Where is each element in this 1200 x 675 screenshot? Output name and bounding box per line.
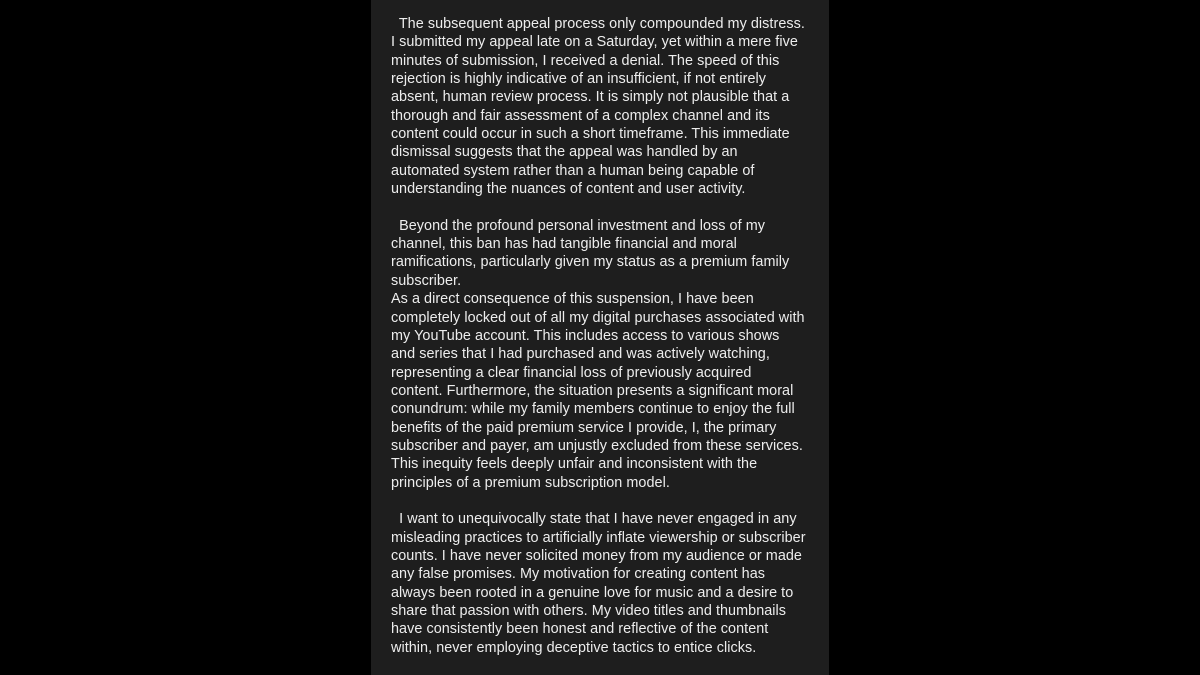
text-line: any false promises. My motivation for creating content has: [391, 566, 766, 583]
paragraph-3: [391, 510, 823, 657]
text-line: conundrum: while my family members continue to enjoy the full: [391, 401, 795, 418]
text-line: completely locked out of all my digital purchases associated with: [391, 309, 805, 326]
text-line: understanding the nuances of content and user activity.: [391, 181, 746, 198]
text-line: thorough and fair assessment of a complex channel and its: [391, 107, 770, 124]
paragraph-2: [391, 217, 823, 492]
text-line: content. Furthermore, the situation presents a significant moral: [391, 382, 794, 399]
text-line: This inequity feels deeply unfair and inconsistent with the: [391, 456, 758, 473]
text-line: my YouTube account. This includes access to various shows: [391, 327, 780, 344]
text-line: absent, human review process. It is simply not plausible that a: [391, 89, 790, 106]
letter-text: [391, 15, 823, 657]
text-panel: [371, 0, 829, 675]
text-line: share that passion with others. My video titles and thumbnails: [391, 603, 787, 619]
text-line: counts. I have never solicited money from my audience or made: [391, 547, 802, 564]
text-line: automated system rather than a human being capable of: [391, 162, 755, 179]
text-line: dismissal suggests that the appeal was handled by an: [391, 144, 738, 161]
text-line: The subsequent appeal process only compounded my distress.: [391, 16, 805, 32]
paragraph-gap: [391, 198, 823, 216]
text-line: I submitted my appeal late on a Saturday, yet within a mere five: [391, 34, 798, 51]
text-line: always been rooted in a genuine love for music and a desire to: [391, 584, 794, 601]
text-line: subscriber.: [391, 272, 462, 289]
paragraph-gap: [391, 492, 823, 510]
text-line: misleading practices to artificially inflate viewership or subscriber: [391, 529, 806, 546]
paragraph-1: [391, 15, 823, 198]
text-line: channel, this ban has had tangible financial and moral: [391, 236, 737, 253]
text-line: representing a clear financial loss of previously acquired: [391, 364, 752, 381]
text-line: have consistently been honest and reflective of the content: [391, 621, 769, 638]
text-line: rejection is highly indicative of an insufficient, if not entirely: [391, 71, 766, 88]
text-line: principles of a premium subscription model.: [391, 474, 670, 491]
text-line: I want to unequivocally state that I have never engaged in any: [391, 511, 797, 528]
text-line: As a direct consequence of this suspension, I have been: [391, 291, 754, 308]
text-line: within, never employing deceptive tactics to entice clicks.: [391, 639, 757, 656]
text-line: Beyond the profound personal investment and loss of my: [391, 217, 765, 234]
text-line: content could occur in such a short timeframe. This immediate: [391, 126, 790, 143]
text-line: ramifications, particularly given my status as a premium family: [391, 254, 790, 271]
text-line: minutes of submission, I received a denial. The speed of this: [391, 52, 780, 69]
text-line: and series that I had purchased and was actively watching,: [391, 346, 770, 363]
text-line: subscriber and payer, am unjustly excluded from these services.: [391, 437, 803, 454]
text-line: benefits of the paid premium service I provide, I, the primary: [391, 419, 777, 436]
